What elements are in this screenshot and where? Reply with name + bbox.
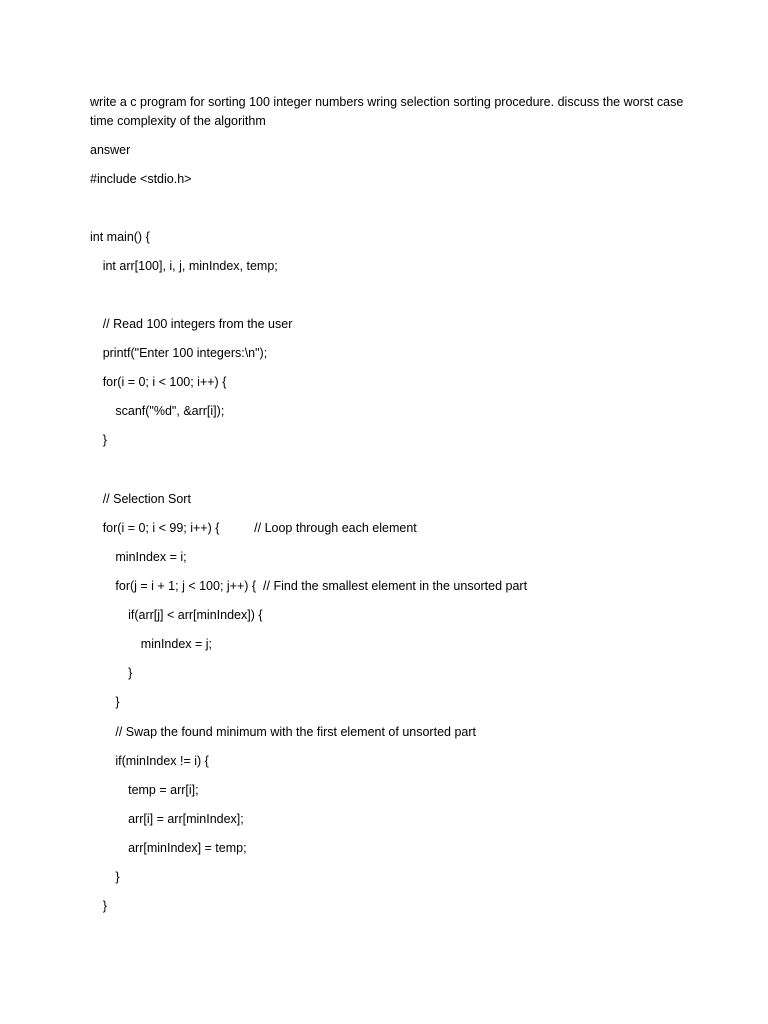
code-line: int arr[100], i, j, minIndex, temp; xyxy=(102,259,278,273)
code-line: } xyxy=(102,433,107,447)
code-line: minIndex = j; xyxy=(140,637,213,651)
question-text: write a c program for sorting 100 integer numbers wring selection sorting procedure. discuss the worst case time complexity of the algorithm xyxy=(90,95,687,128)
code-line: if(minIndex != i) { xyxy=(115,754,209,768)
code-line: // Read 100 integers from the user xyxy=(102,317,293,331)
answer-label: answer xyxy=(90,143,131,157)
code-line: arr[minIndex] = temp; xyxy=(128,841,247,855)
code-line: arr[i] = arr[minIndex]; xyxy=(128,812,244,826)
code-line: for(i = 0; i < 99; i++) { // Loop through each element xyxy=(102,521,417,535)
code-line: temp = arr[i]; xyxy=(128,783,199,797)
code-line: int main() { xyxy=(90,230,150,244)
code-line: minIndex = i; xyxy=(115,550,187,564)
code-line: // Swap the found minimum with the first element of unsorted part xyxy=(115,725,476,739)
code-line: for(i = 0; i < 100; i++) { xyxy=(102,375,227,389)
code-line: if(arr[j] < arr[minIndex]) { xyxy=(128,608,263,622)
code-line: scanf("%d", &arr[i]); xyxy=(115,404,225,418)
code-line: printf("Enter 100 integers:\n"); xyxy=(102,346,268,360)
code-line: } xyxy=(102,899,107,913)
code-line: } xyxy=(115,870,120,884)
code-line: } xyxy=(128,666,133,680)
code-line: for(j = i + 1; j < 100; j++) { // Find the smallest element in the unsorted part xyxy=(115,579,528,593)
code-line: } xyxy=(115,695,120,709)
code-line: // Selection Sort xyxy=(102,492,191,506)
code-line: #include <stdio.h> xyxy=(90,172,192,186)
